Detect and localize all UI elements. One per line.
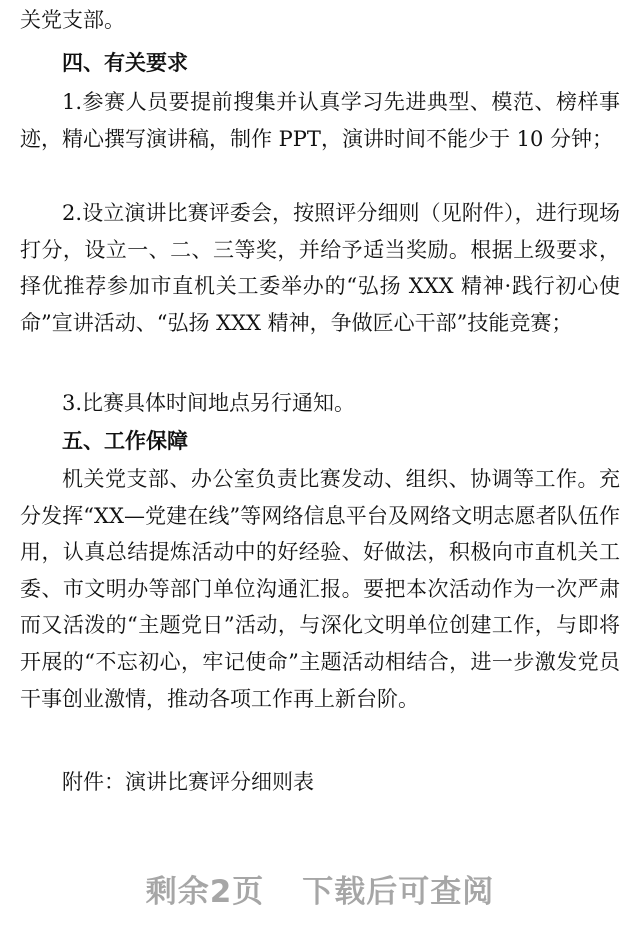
requirement-item-3: 3.比赛具体时间地点另行通知。 [62, 391, 356, 415]
requirement-item-1: 1.参赛人员要提前搜集并认真学习先进典型、模范、榜样事迹，精心撰写演讲稿，制作 PPT，演讲时间不能少于 10 分钟； [20, 90, 620, 151]
remaining-pages-label: 剩余2页 [145, 874, 265, 910]
requirement-item-2: 2.设立演讲比赛评委会，按照评分细则（见附件），进行现场打分，设立一、二、三等奖，并给予适当奖励。根据上级要求，择优推荐参加市直机关工委举办的“弘扬 XXX 精神·践行初心使命”宣讲活动、“弘扬 XXX 精神，争做匠心干部”技能竞赛； [20, 201, 620, 335]
preview-footer [0, 866, 640, 911]
section-heading-support: 五、工作保障 [62, 429, 188, 453]
support-paragraph: 机关党支部、办公室负责比赛发动、组织、协调等工作。充分发挥“XX—党建在线”等网络信息平台及网络文明志愿者队伍作用，认真总结提炼活动中的好经验、好做法，积极向市直机关工委、市文明办等部门单位沟通汇报。要把本次活动作为一次严肃而又活泼的“主题党日”活动，与深化文明单位创建工作，与即将开展的“不忘初心，牢记使命”主题活动相结合，进一步激发党员干事创业激情，推动各项工作再上新台阶。 [20, 467, 620, 711]
attachment-note: 附件：演讲比赛评分细则表 [62, 770, 314, 794]
continued-line: 关党支部。 [20, 8, 125, 32]
download-to-view-label: 下载后可查阅 [302, 874, 495, 910]
section-heading-requirements: 四、有关要求 [62, 51, 188, 75]
